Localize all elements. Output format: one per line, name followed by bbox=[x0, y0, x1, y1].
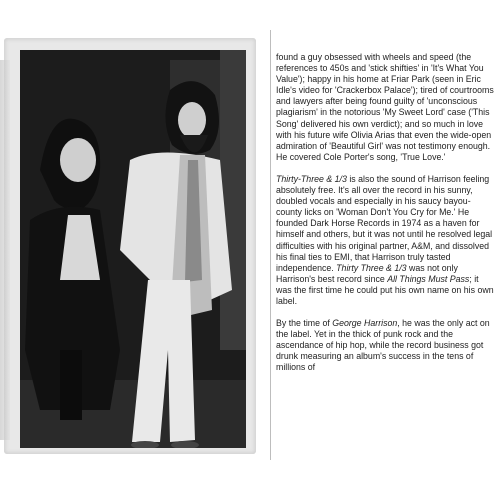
paragraph-3-text: , he was the only act on the label. Yet in the thick of punk rock and the ascendance of hip hop, while the record business got drunk measuring an album's success in the tens of millions of bbox=[276, 318, 490, 373]
article-text-column bbox=[276, 52, 496, 385]
column-divider bbox=[270, 30, 271, 460]
torn-edge-decoration bbox=[0, 60, 10, 440]
paragraph-2-text: was not only Harrison's best record since bbox=[276, 262, 458, 284]
album-title-italic: All Things Must Pass bbox=[387, 273, 470, 284]
paragraph-1-text: found a guy obsessed with wheels and speed (the references to 450s and 'stick shifties' in 'It's What You Value'); happy in his home at Friar Park (seen in Eric Idle's video for 'Crackerbox Palace'); tired of courtrooms and lawyers after being found guilty of 'unconscious plagiarism' in the notorious 'My Sweet Lord' case ('This Song' delivered his own verdict); and so much in love with his future wife Olivia Arias that even the wide-open admiration of 'Beautiful Girl' was not testimony enough. He covered Cole Porter's song, 'True Love.' bbox=[276, 52, 494, 162]
album-title-italic: Thirty-Three & 1/3 bbox=[276, 173, 347, 184]
paragraph-2-text: is also the sound of Harrison feeling absolutely free. It's all over the record in his sunny, doubled vocals and especially in his saucy bayou-county licks on 'Woman Don't You Cry for Me.' He founded Dark Horse Records in 1974 as a haven for himself and others, but it was not until he resolved legal difficulties with his original partner, A&M, and dissolved his final ties to EMI, that Harrison truly tasted independence. bbox=[276, 173, 493, 273]
paragraph-3-text: By the time of bbox=[276, 318, 333, 329]
paragraph-2-text: ; it was the first time he could put his own name on his own label. bbox=[276, 273, 494, 306]
album-title-italic: George Harrison bbox=[332, 318, 398, 329]
paragraph-2 bbox=[276, 174, 496, 307]
album-title-italic: Thirty Three & 1/3 bbox=[336, 262, 407, 273]
paragraph-1 bbox=[276, 52, 496, 163]
photo-illustration bbox=[20, 50, 246, 448]
black-and-white-photo bbox=[20, 50, 246, 448]
paragraph-3 bbox=[276, 318, 496, 373]
